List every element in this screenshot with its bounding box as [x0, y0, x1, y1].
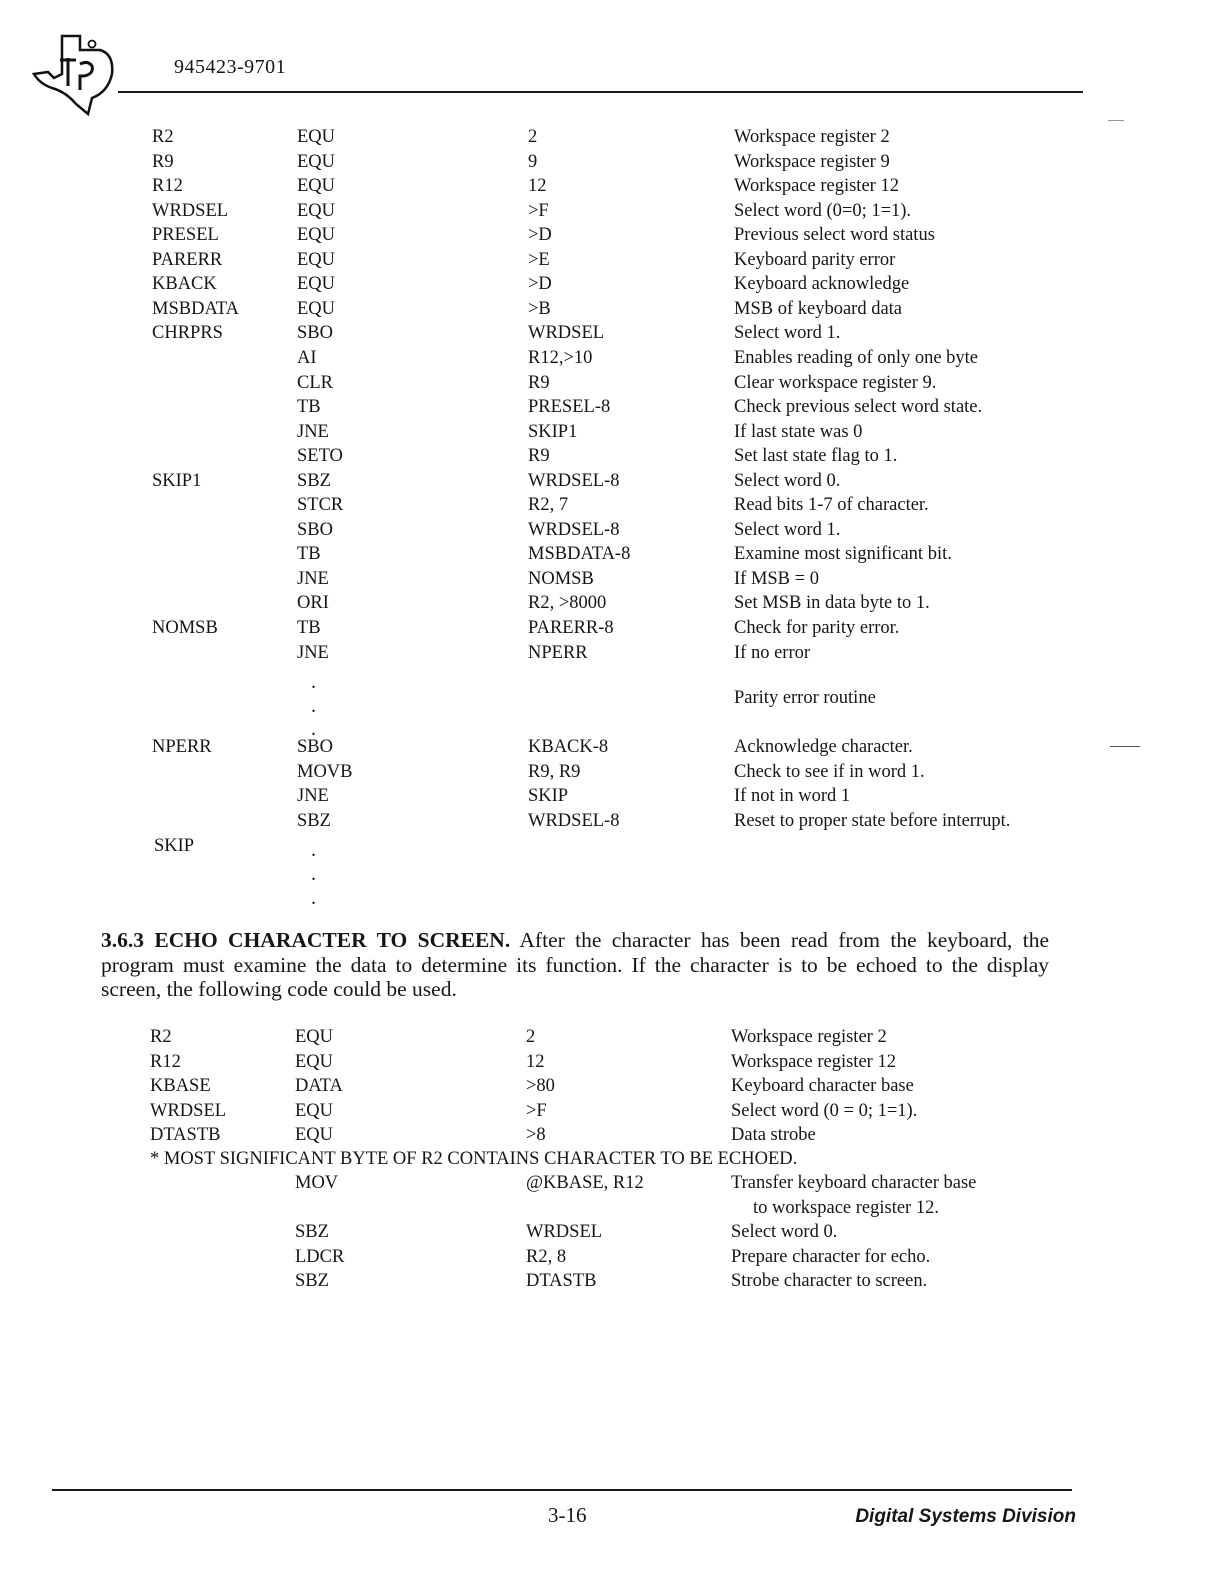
comment-text: Transfer keyboard character base: [731, 1173, 977, 1193]
comment-text: Select word (0 = 0; 1=1).: [731, 1100, 918, 1121]
comment-text: Select word (0=0; 1=1).: [734, 200, 912, 221]
operand-text: >B: [528, 298, 551, 319]
opcode-text: JNE: [297, 421, 329, 442]
opcode-text: EQU: [297, 274, 336, 295]
opcode-text: SBO: [297, 323, 333, 344]
operand-text: 9: [528, 151, 538, 172]
opcode-text: AI: [297, 347, 317, 368]
comment-text: Data strobe: [731, 1125, 816, 1145]
label-text: R12: [152, 176, 183, 197]
opcode-text: JNE: [297, 568, 329, 589]
opcode-text: LDCR: [295, 1246, 345, 1267]
operand-text: SKIP: [528, 786, 569, 806]
margin-mark: [1108, 120, 1124, 121]
operand-text: NOMSB: [528, 568, 594, 589]
comment-text: If not in word 1: [734, 786, 851, 806]
operand-text: R2, >8000: [528, 593, 607, 614]
operand-text: PRESEL-8: [528, 397, 611, 418]
label-text: KBASE: [150, 1076, 211, 1096]
comment-text: Keyboard character base: [731, 1076, 914, 1096]
opcode-text: EQU: [297, 200, 336, 221]
operand-text: >F: [526, 1100, 547, 1121]
comment-text: Workspace register 12: [731, 1051, 896, 1072]
opcode-text: JNE: [297, 642, 329, 663]
comment-text: Workspace register 12: [734, 176, 899, 197]
operand-text: NPERR: [528, 642, 588, 663]
comment-text: Check for parity error.: [734, 618, 900, 638]
listing-comment: * MOST SIGNIFICANT BYTE OF R2 CONTAINS CHARACTER TO BE ECHOED.: [150, 1149, 798, 1169]
opcode-text: DATA: [295, 1076, 343, 1096]
operand-text: >D: [528, 225, 552, 246]
comment-text: Clear workspace register 9.: [734, 372, 937, 393]
comment-text: Select word 0.: [734, 470, 841, 491]
opcode-text: EQU: [297, 298, 336, 319]
document-number: 945423-9701: [174, 56, 287, 78]
operand-text: >8: [526, 1125, 546, 1145]
ellipsis-dot: .: [311, 671, 316, 693]
comment-text: Reset to proper state before interrupt.: [734, 810, 1011, 831]
opcode-text: TB: [297, 544, 321, 565]
operand-text: PARERR-8: [528, 618, 614, 638]
section-3-6-3: [101, 928, 1049, 1002]
opcode-text: EQU: [295, 1125, 334, 1145]
label-text: R2: [152, 127, 174, 147]
operand-text: >F: [528, 200, 549, 221]
label-text: NPERR: [152, 737, 212, 757]
comment-text: Workspace register 2: [731, 1027, 887, 1047]
comment-text: Parity error routine: [734, 688, 876, 708]
comment-text: Workspace register 9: [734, 151, 890, 172]
opcode-text: TB: [297, 397, 321, 418]
comment-text: Enables reading of only one byte: [734, 347, 979, 368]
comment-text: Keyboard acknowledge: [734, 274, 910, 295]
opcode-text: MOVB: [297, 761, 353, 782]
opcode-text: EQU: [297, 176, 336, 197]
opcode-text: SBZ: [295, 1222, 329, 1242]
comment-text: Set last state flag to 1.: [734, 446, 898, 467]
comment-text: Keyboard parity error: [734, 249, 896, 270]
operand-text: 12: [528, 176, 547, 197]
operand-text: WRDSEL-8: [528, 810, 620, 831]
comment-text: Select word 1.: [734, 519, 841, 540]
operand-text: R2, 8: [526, 1246, 567, 1267]
label-text: KBACK: [152, 274, 217, 295]
operand-text: @KBASE, R12: [526, 1173, 644, 1193]
operand-text: R2, 7: [528, 495, 569, 516]
opcode-text: SBO: [297, 737, 333, 757]
label-text: NOMSB: [152, 618, 218, 638]
ellipsis-dot: .: [311, 839, 316, 861]
operand-text: DTASTB: [526, 1271, 597, 1291]
operand-text: R9, R9: [528, 761, 581, 782]
label-text: MSBDATA: [152, 298, 239, 319]
comment-text: Examine most significant bit.: [734, 544, 952, 565]
opcode-text: EQU: [295, 1027, 334, 1047]
comment-text: Workspace register 2: [734, 127, 890, 147]
comment-text: Read bits 1-7 of character.: [734, 495, 929, 516]
comment-text: If last state was 0: [734, 421, 863, 442]
opcode-text: TB: [297, 618, 321, 638]
opcode-text: EQU: [297, 127, 336, 147]
operand-text: WRDSEL-8: [528, 470, 620, 491]
opcode-text: JNE: [297, 786, 329, 806]
operand-text: KBACK-8: [528, 737, 609, 757]
comment-text: Prepare character for echo.: [731, 1246, 931, 1267]
label-text: PRESEL: [152, 225, 219, 246]
label-text: PARERR: [152, 249, 223, 270]
operand-text: SKIP1: [528, 421, 578, 442]
opcode-text: EQU: [297, 249, 336, 270]
label-text: R2: [150, 1027, 172, 1047]
comment-text: Strobe character to screen.: [731, 1271, 928, 1291]
ellipsis-dot: .: [311, 887, 316, 909]
opcode-text: MOV: [295, 1173, 339, 1193]
division-name: Digital Systems Division: [855, 1506, 1076, 1527]
comment-text: to workspace register 12.: [753, 1197, 939, 1218]
label-text: WRDSEL: [152, 200, 229, 221]
section-heading: 3.6.3 ECHO CHARACTER TO SCREEN.: [101, 928, 511, 952]
comment-text: Select word 1.: [734, 323, 841, 344]
margin-mark: [1110, 746, 1140, 747]
opcode-text: ORI: [297, 593, 329, 614]
opcode-text: EQU: [295, 1100, 334, 1121]
opcode-text: SBZ: [297, 810, 331, 831]
operand-text: R12,>10: [528, 347, 593, 368]
opcode-text: CLR: [297, 372, 333, 393]
operand-text: >80: [526, 1076, 555, 1096]
operand-text: 2: [528, 127, 538, 147]
opcode-text: STCR: [297, 495, 344, 516]
operand-text: 2: [526, 1027, 536, 1047]
label-text: SKIP1: [152, 470, 202, 491]
opcode-text: SBZ: [297, 470, 331, 491]
comment-text: Set MSB in data byte to 1.: [734, 593, 930, 614]
operand-text: WRDSEL: [526, 1222, 603, 1242]
opcode-text: SBO: [297, 519, 333, 540]
operand-text: R9: [528, 446, 550, 467]
label-text: SKIP: [154, 836, 195, 856]
label-text: DTASTB: [150, 1125, 221, 1145]
operand-text: MSBDATA-8: [528, 544, 631, 565]
label-text: CHRPRS: [152, 323, 223, 344]
comment-text: Check to see if in word 1.: [734, 761, 925, 782]
label-text: R12: [150, 1051, 181, 1072]
header-rule: [118, 91, 1083, 93]
operand-text: R9: [528, 372, 550, 393]
comment-text: If MSB = 0: [734, 568, 819, 589]
opcode-text: EQU: [295, 1051, 334, 1072]
opcode-text: SBZ: [295, 1271, 329, 1291]
operand-text: >D: [528, 274, 552, 295]
label-text: R9: [152, 151, 174, 172]
ellipsis-dot: .: [311, 863, 316, 885]
opcode-text: EQU: [297, 225, 336, 246]
opcode-text: SETO: [297, 446, 343, 467]
operand-text: WRDSEL: [528, 323, 605, 344]
comment-text: Acknowledge character.: [734, 737, 913, 757]
operand-text: 12: [526, 1051, 545, 1072]
comment-text: MSB of keyboard data: [734, 298, 903, 319]
operand-text: WRDSEL-8: [528, 519, 620, 540]
footer-rule: [52, 1489, 1072, 1491]
label-text: WRDSEL: [150, 1100, 227, 1121]
comment-text: If no error: [734, 642, 811, 663]
operand-text: >E: [528, 249, 550, 270]
ellipsis-dot: .: [311, 695, 316, 717]
comment-text: Check previous select word state.: [734, 397, 983, 418]
comment-text: Select word 0.: [731, 1222, 838, 1242]
ti-texas-logo-icon: [30, 34, 120, 116]
ellipsis-dot: .: [311, 718, 316, 740]
section-body: After the character has been read from the keyboard, the program must examine the data to determine its function. If the character is to be echoed to the display screen, the following code could be used.: [101, 928, 1049, 1002]
opcode-text: EQU: [297, 151, 336, 172]
page-number: 3-16: [548, 1503, 587, 1527]
comment-text: Previous select word status: [734, 225, 935, 246]
